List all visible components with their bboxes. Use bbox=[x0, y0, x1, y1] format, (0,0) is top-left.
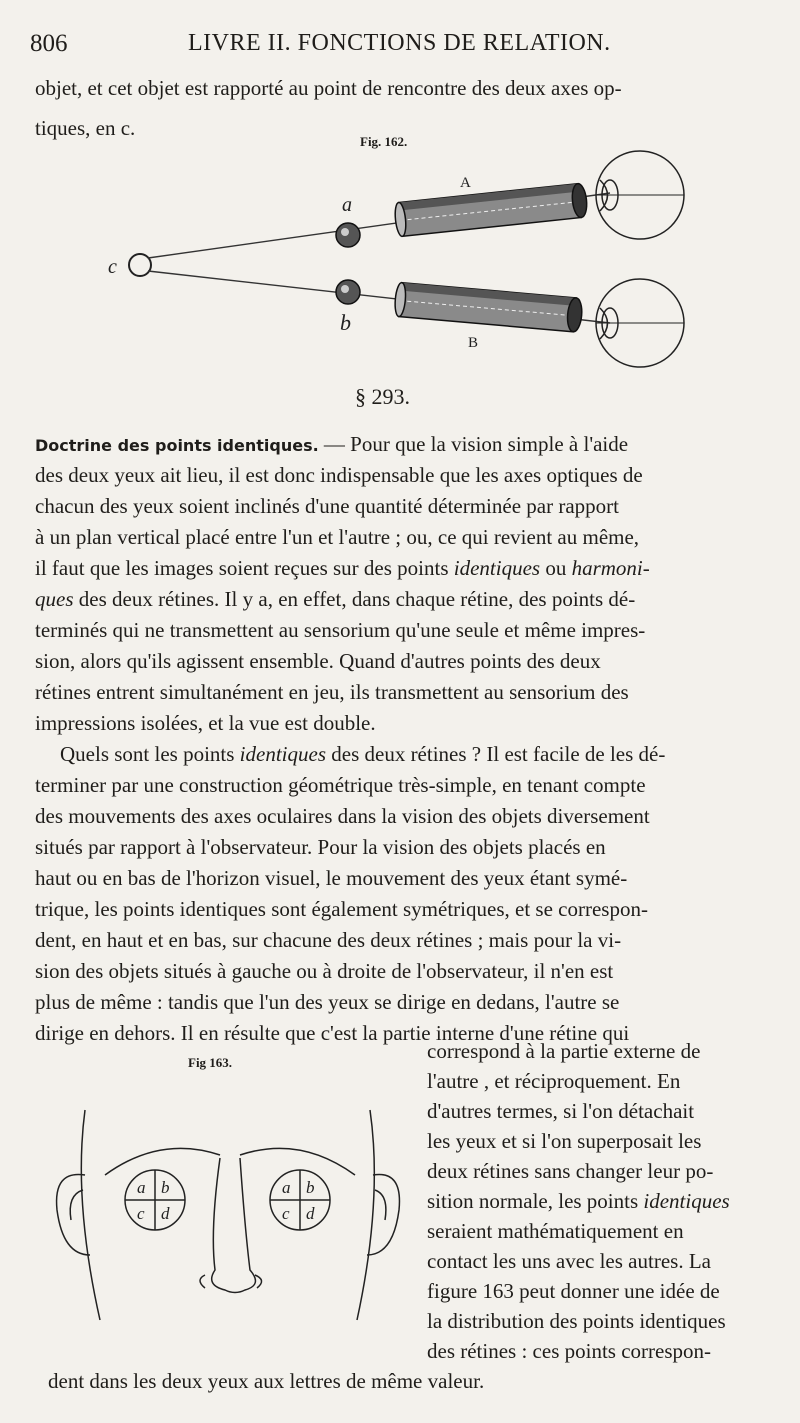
p1-line-9: rétines entrent simultanément en jeu, ils transmettent au sensorium des bbox=[35, 680, 629, 704]
nose bbox=[212, 1158, 256, 1293]
p3-line-6-italic: identiques bbox=[643, 1189, 730, 1213]
p1-line-5-italic-2: harmoni- bbox=[571, 556, 650, 580]
label-c: c bbox=[108, 256, 117, 278]
p2-line-1-italic: identiques bbox=[239, 742, 326, 766]
p3-line-6-a: sition normale, les points bbox=[427, 1189, 644, 1213]
page-header bbox=[30, 30, 760, 70]
p3-line-8: contact les uns avec les autres. La bbox=[427, 1249, 711, 1273]
p2-line-9: plus de même : tandis que l'un des yeux se dirige en dedans, l'autre se bbox=[35, 990, 620, 1014]
left-ear bbox=[57, 1174, 90, 1255]
label-B: B bbox=[468, 335, 479, 351]
p3-line-7: seraient mathématiquement en bbox=[427, 1219, 684, 1243]
figure-162-diagram bbox=[100, 145, 700, 375]
eye-lower bbox=[596, 279, 684, 367]
p1-line-3: chacun des yeux soient inclinés d'une quantité déterminée par rapport bbox=[35, 494, 619, 518]
p2-line-10: dirige en dehors. Il en résulte que c'est la partie interne d'une rétine qui bbox=[35, 1021, 630, 1045]
running-title: LIVRE II. FONCTIONS DE RELATION. bbox=[188, 30, 611, 56]
p1-line-5-b: ou bbox=[540, 556, 572, 580]
p1-line-5 bbox=[35, 558, 650, 579]
right-brow bbox=[240, 1148, 355, 1175]
p3-line-5: deux rétines sans changer leur po- bbox=[427, 1159, 714, 1183]
p3-line-4: les yeux et si l'on superposait les bbox=[427, 1129, 702, 1153]
label-A: A bbox=[460, 175, 471, 191]
p3-line-10: la distribution des points identiques bbox=[427, 1309, 726, 1333]
right-label-b: b bbox=[306, 1178, 315, 1197]
figure-163-diagram bbox=[45, 1080, 420, 1330]
p2-line-7: dent, en haut et en bas, sur chacune des deux rétines ; mais pour la vi- bbox=[35, 928, 622, 952]
object-ball-a bbox=[336, 223, 360, 247]
label-b: b bbox=[340, 310, 351, 335]
page-number: 806 bbox=[30, 30, 68, 57]
section-heading: Doctrine des points identiques. bbox=[35, 436, 319, 455]
figure-163-caption: Fig 163. bbox=[188, 1055, 233, 1070]
p3-line-2: l'autre , et réciproquement. En bbox=[427, 1069, 681, 1093]
intro-line-1: objet, et cet objet est rapporté au point de rencontre des deux axes op- bbox=[35, 76, 622, 100]
tube-b bbox=[394, 282, 583, 332]
p1-line-5-a: il faut que les images soient reçues sur des points bbox=[35, 556, 454, 580]
p1-line-7: terminés qui ne transmettent au sensorium qu'une seule et même impres- bbox=[35, 618, 646, 642]
tube-a bbox=[394, 183, 589, 237]
right-label-d: d bbox=[306, 1204, 315, 1223]
p3-line-9: figure 163 peut donner une idée de bbox=[427, 1279, 720, 1303]
p1-line-6 bbox=[35, 589, 635, 610]
right-ear bbox=[367, 1174, 399, 1255]
right-label-c: c bbox=[282, 1204, 290, 1223]
p1-line-1-text: — Pour que la vision simple à l'aide bbox=[318, 432, 629, 456]
p2-line-2: terminer par une construction géométrique très-simple, en tenant compte bbox=[35, 773, 646, 797]
p2-line-3: des mouvements des axes oculaires dans la vision des objets diversement bbox=[35, 804, 650, 828]
p2-line-8: sion des objets situés à gauche ou à droite de l'observateur, il n'en est bbox=[35, 959, 614, 983]
p1-line-6-italic: ques bbox=[35, 587, 74, 611]
p2-line-1-a: Quels sont les points bbox=[60, 742, 240, 766]
intro-line-2: tiques, en c. bbox=[35, 116, 136, 140]
p2-line-6: trique, les points identiques sont également symétriques, et se correspon- bbox=[35, 897, 648, 921]
p1-line-8: sion, alors qu'ils agissent ensemble. Quand d'autres points des deux bbox=[35, 649, 601, 673]
p2-line-1-b: des deux rétines ? Il est facile de les dé- bbox=[326, 742, 666, 766]
left-label-b: b bbox=[161, 1178, 170, 1197]
p1-line-5-italic-1: identiques bbox=[453, 556, 541, 580]
p2-line-4: situés par rapport à l'observateur. Pour la vision des objets placés en bbox=[35, 835, 606, 859]
left-label-d: d bbox=[161, 1204, 170, 1223]
p2-line-5: haut ou en bas de l'horizon visuel, le mouvement des yeux étant symé- bbox=[35, 866, 628, 890]
point-c-circle bbox=[129, 254, 151, 276]
p2-line-1 bbox=[60, 744, 665, 765]
object-ball-b bbox=[336, 280, 360, 304]
p3-line-12: dent dans les deux yeux aux lettres de même valeur. bbox=[48, 1369, 485, 1393]
p3-line-11: des rétines : ces points correspon- bbox=[427, 1339, 712, 1363]
label-a: a bbox=[342, 194, 352, 216]
p1-line-2: des deux yeux ait lieu, il est donc indispensable que les axes optiques de bbox=[35, 463, 643, 487]
p1-line-1 bbox=[35, 434, 628, 455]
p3-line-6 bbox=[427, 1191, 730, 1212]
p1-line-10: impressions isolées, et la vue est double. bbox=[35, 711, 376, 735]
p3-line-1: correspond à la partie externe de bbox=[427, 1039, 701, 1063]
eye-upper bbox=[596, 151, 684, 239]
figure-162-caption: Fig. 162. bbox=[360, 134, 408, 149]
right-label-a: a bbox=[282, 1178, 291, 1197]
p3-line-3: d'autres termes, si l'on détachait bbox=[427, 1099, 695, 1123]
p1-line-6-rest: des deux rétines. Il y a, en effet, dans chaque rétine, des points dé- bbox=[73, 587, 636, 611]
left-label-c: c bbox=[137, 1204, 145, 1223]
section-number: § 293. bbox=[355, 384, 410, 409]
p1-line-4: à un plan vertical placé entre l'un et l'autre ; ou, ce qui revient au même, bbox=[35, 525, 640, 549]
left-label-a: a bbox=[137, 1178, 146, 1197]
